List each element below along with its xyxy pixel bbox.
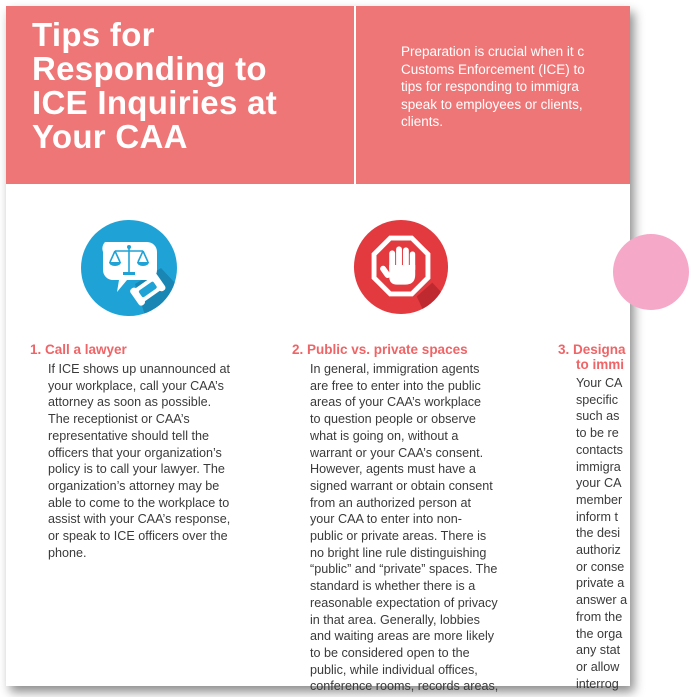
- tip-body: [310, 361, 537, 695]
- tip-line: private a: [576, 576, 625, 591]
- tip-line: in that area. Generally, lobbies: [310, 612, 480, 627]
- tip-line: In general, immigration agents: [310, 362, 480, 376]
- intro-line: clients.: [401, 114, 444, 129]
- tip-line: immigra: [576, 459, 621, 474]
- infographic-page: [6, 6, 630, 694]
- tip-line: authoriz: [576, 543, 621, 558]
- tip-heading-line: to immi: [576, 357, 625, 372]
- intro-text: [401, 43, 631, 131]
- tip-line: and waiting areas are more likely: [310, 629, 495, 644]
- tip-line: your workplace, call your CAA’s: [48, 378, 224, 393]
- tip-line: specific: [576, 392, 618, 407]
- tip-line: such as: [576, 409, 620, 424]
- tip-column-1: [30, 342, 280, 561]
- tip-body: [576, 375, 648, 692]
- tip-line: your CAA to enter into non-: [310, 512, 462, 527]
- tip-line: warrant or your CAA’s consent.: [310, 445, 484, 460]
- tip-line: If ICE shows up unannounced at: [48, 362, 231, 376]
- tip-line: reasonable expectation of privacy: [310, 595, 498, 610]
- tip-column-2: [292, 342, 537, 695]
- tip-line: the orga: [576, 626, 623, 641]
- title-line: Your CAA: [32, 118, 188, 155]
- tip-line: signed warrant or obtain consent: [310, 478, 493, 493]
- tip-line: contacts: [576, 442, 623, 457]
- tip-line: organization’s attorney may be: [48, 478, 220, 493]
- tip-line: However, agents must have a: [310, 462, 476, 477]
- tip-line: phone.: [48, 545, 87, 560]
- tip-line: interrog: [576, 676, 619, 691]
- tip-line: attorney as soon as possible.: [48, 395, 212, 410]
- tip-body: [48, 361, 280, 561]
- tip-line: your CA: [576, 476, 622, 491]
- tip-line: areas of your CAA’s workplace: [310, 395, 482, 410]
- scales-phone-icon: [79, 218, 179, 318]
- tip-heading: [558, 342, 648, 372]
- stop-hand-icon: [352, 218, 450, 316]
- tip-line: conference rooms, records areas,: [310, 679, 499, 694]
- tip-line: to question people or observe: [310, 412, 476, 427]
- tip-line: officers that your organization’s: [48, 445, 222, 460]
- tip-line: Your CA: [576, 376, 623, 390]
- tip-heading-line: 2. Public vs. private spaces: [292, 342, 468, 357]
- intro-line: Preparation is crucial when it c: [401, 44, 585, 59]
- tip-line: answer a: [576, 593, 628, 608]
- tip-line: the desi: [576, 526, 621, 541]
- intro-line: speak to employees or clients,: [401, 96, 583, 112]
- tip-line: or allow: [576, 659, 620, 674]
- tip-heading: [30, 342, 280, 357]
- tip-line: standard is whether there is a: [310, 579, 476, 594]
- title-line: Tips for: [32, 16, 155, 53]
- title-line: Responding to: [32, 50, 267, 87]
- tip-line: from an authorized person at: [310, 495, 472, 510]
- title-line: ICE Inquiries at: [32, 84, 278, 121]
- tip-line: public or private areas. There is: [310, 529, 487, 544]
- tip-heading-line: 3. Designa: [558, 342, 626, 357]
- header-banner: [6, 6, 630, 184]
- tip-line: to be considered open to the: [310, 645, 470, 660]
- tip-heading: [292, 342, 537, 357]
- tip-heading-line: 1. Call a lawyer: [30, 342, 127, 357]
- page-title: [32, 18, 352, 154]
- tip-line: The receptionist or CAA’s: [48, 412, 190, 427]
- tip-line: policy is to call your lawyer. The: [48, 462, 225, 477]
- tip-line: able to come to the workplace to: [48, 495, 230, 510]
- tip-line: any stat: [576, 643, 621, 658]
- tip-line: no bright line rule distinguishing: [310, 545, 487, 560]
- tip-line: or speak to ICE officers over the: [48, 529, 228, 544]
- partial-circle-icon: [611, 232, 691, 312]
- tip-line: public, while individual offices,: [310, 662, 478, 677]
- tip-line: member: [576, 492, 623, 507]
- tip-line: are free to enter into the public: [310, 378, 481, 393]
- tip-line: or conse: [576, 559, 625, 574]
- tip-line: from the: [576, 609, 623, 624]
- tip-column-3: [558, 342, 648, 692]
- tip-line: to be re: [576, 426, 619, 441]
- tip-line: what is going on, without a: [310, 428, 459, 443]
- header-divider: [354, 6, 356, 184]
- tip-line: representative should tell the: [48, 428, 210, 443]
- tip-line: “public” and “private” spaces. The: [310, 562, 498, 577]
- intro-line: Customs Enforcement (ICE) to: [401, 61, 585, 77]
- intro-line: tips for responding to immigra: [401, 79, 579, 94]
- tip-line: inform t: [576, 509, 618, 524]
- tip-line: assist with your CAA’s response,: [48, 512, 231, 527]
